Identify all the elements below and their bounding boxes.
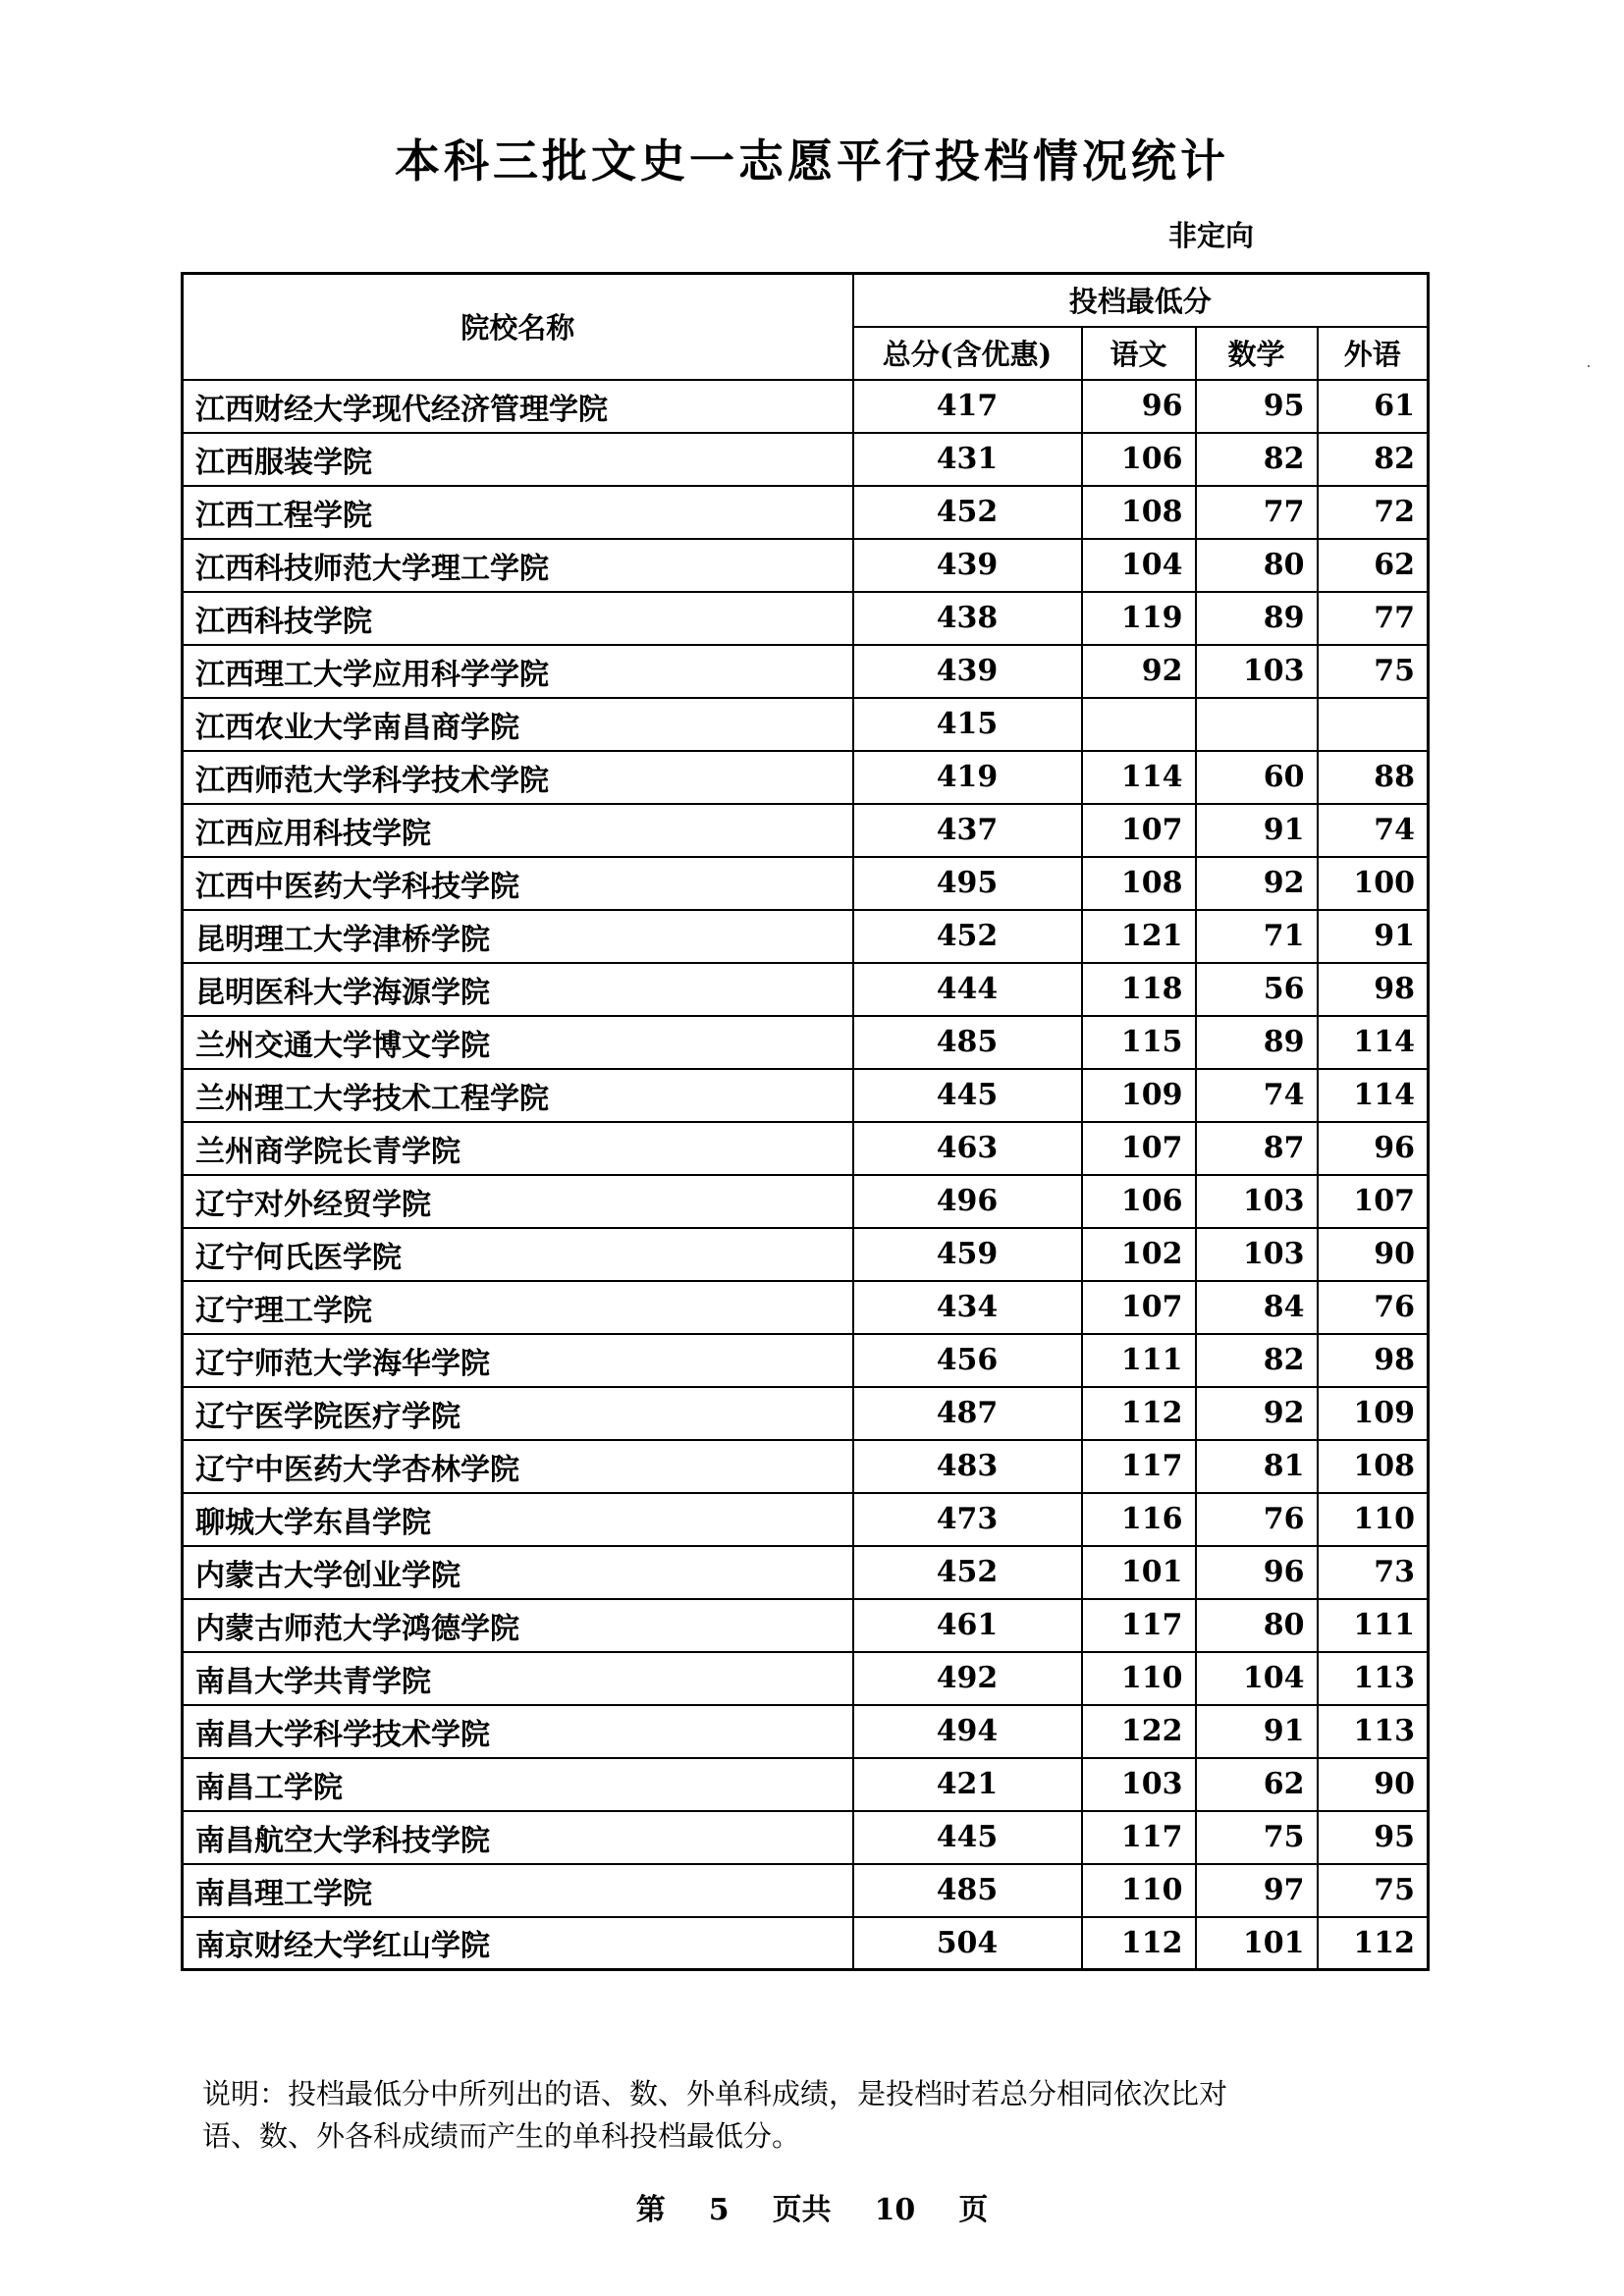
- table-row: [183, 804, 1429, 857]
- footer-middle: 页共: [772, 2193, 832, 2227]
- school-name-cell: 内蒙古师范大学鸿德学院: [183, 1599, 853, 1652]
- admission-score-table: [181, 272, 1430, 1971]
- school-name-cell: 南京财经大学红山学院: [183, 1917, 853, 1970]
- school-name-cell: 南昌理工学院: [183, 1864, 853, 1917]
- table-row: [183, 1228, 1429, 1281]
- page-footer: [0, 2185, 1624, 2228]
- chinese-score-cell: 102: [1082, 1228, 1196, 1281]
- foreign-score-cell: 62: [1318, 539, 1429, 592]
- school-name-cell: 江西师范大学科学技术学院: [183, 751, 853, 804]
- total-score-cell: 439: [853, 539, 1082, 592]
- header-chinese: 语文: [1082, 327, 1196, 380]
- total-score-cell: 417: [853, 380, 1082, 433]
- total-score-cell: 445: [853, 1069, 1082, 1122]
- chinese-score-cell: 118: [1082, 963, 1196, 1016]
- header-math: 数学: [1196, 327, 1318, 380]
- footer-suffix: 页: [958, 2193, 989, 2227]
- math-score-cell: 104: [1196, 1652, 1318, 1705]
- table-row: [183, 1864, 1429, 1917]
- chinese-score-cell: 108: [1082, 486, 1196, 539]
- chinese-score-cell: 106: [1082, 433, 1196, 486]
- school-name-cell: 南昌工学院: [183, 1758, 853, 1811]
- math-score-cell: 84: [1196, 1281, 1318, 1334]
- math-score-cell: 82: [1196, 1334, 1318, 1387]
- chinese-score-cell: 103: [1082, 1758, 1196, 1811]
- school-name-cell: 兰州理工大学技术工程学院: [183, 1069, 853, 1122]
- chinese-score-cell: 109: [1082, 1069, 1196, 1122]
- math-score-cell: 75: [1196, 1811, 1318, 1864]
- school-name-cell: 江西工程学院: [183, 486, 853, 539]
- table-row: [183, 1440, 1429, 1493]
- table-row: [183, 486, 1429, 539]
- table-row: [183, 1493, 1429, 1546]
- school-name-cell: 江西科技学院: [183, 592, 853, 645]
- math-score-cell: 81: [1196, 1440, 1318, 1493]
- math-score-cell: 97: [1196, 1864, 1318, 1917]
- math-score-cell: 74: [1196, 1069, 1318, 1122]
- chinese-score-cell: 106: [1082, 1175, 1196, 1228]
- table-row: [183, 1016, 1429, 1069]
- total-score-cell: 463: [853, 1122, 1082, 1175]
- total-score-cell: 483: [853, 1440, 1082, 1493]
- foreign-score-cell: 73: [1318, 1546, 1429, 1599]
- table-row: [183, 380, 1429, 433]
- total-score-cell: 459: [853, 1228, 1082, 1281]
- table-row: [183, 1652, 1429, 1705]
- school-name-cell: 聊城大学东昌学院: [183, 1493, 853, 1546]
- school-name-cell: 江西理工大学应用科学学院: [183, 645, 853, 698]
- total-score-cell: 452: [853, 910, 1082, 963]
- table-row: [183, 857, 1429, 910]
- math-score-cell: 96: [1196, 1546, 1318, 1599]
- foreign-score-cell: 108: [1318, 1440, 1429, 1493]
- total-score-cell: 496: [853, 1175, 1082, 1228]
- math-score-cell: [1196, 698, 1318, 751]
- school-name-cell: 江西农业大学南昌商学院: [183, 698, 853, 751]
- school-name-cell: 江西财经大学现代经济管理学院: [183, 380, 853, 433]
- foreign-score-cell: 74: [1318, 804, 1429, 857]
- page-title: 本科三批文史一志愿平行投档情况统计: [395, 134, 1229, 187]
- math-score-cell: 103: [1196, 645, 1318, 698]
- math-score-cell: 80: [1196, 539, 1318, 592]
- foreign-score-cell: 109: [1318, 1387, 1429, 1440]
- chinese-score-cell: 108: [1082, 857, 1196, 910]
- chinese-score-cell: [1082, 698, 1196, 751]
- chinese-score-cell: 116: [1082, 1493, 1196, 1546]
- math-score-cell: 76: [1196, 1493, 1318, 1546]
- total-score-cell: 431: [853, 433, 1082, 486]
- total-score-cell: 487: [853, 1387, 1082, 1440]
- header-min-score-group: 投档最低分: [853, 274, 1429, 327]
- total-score-cell: 439: [853, 645, 1082, 698]
- math-score-cell: 60: [1196, 751, 1318, 804]
- school-name-cell: 辽宁理工学院: [183, 1281, 853, 1334]
- chinese-score-cell: 117: [1082, 1811, 1196, 1864]
- table-row: [183, 751, 1429, 804]
- foreign-score-cell: 61: [1318, 380, 1429, 433]
- foreign-score-cell: 75: [1318, 1864, 1429, 1917]
- math-score-cell: 103: [1196, 1228, 1318, 1281]
- table-row: [183, 1917, 1429, 1970]
- school-name-cell: 辽宁师范大学海华学院: [183, 1334, 853, 1387]
- footer-prefix: 第: [635, 2193, 666, 2227]
- total-score-cell: 421: [853, 1758, 1082, 1811]
- table-row: [183, 698, 1429, 751]
- foreign-score-cell: 113: [1318, 1652, 1429, 1705]
- foreign-score-cell: 95: [1318, 1811, 1429, 1864]
- school-name-cell: 南昌大学共青学院: [183, 1652, 853, 1705]
- chinese-score-cell: 107: [1082, 804, 1196, 857]
- chinese-score-cell: 119: [1082, 592, 1196, 645]
- school-name-cell: 南昌航空大学科技学院: [183, 1811, 853, 1864]
- foreign-score-cell: 98: [1318, 1334, 1429, 1387]
- foreign-score-cell: 114: [1318, 1016, 1429, 1069]
- foreign-score-cell: 72: [1318, 486, 1429, 539]
- total-score-cell: 415: [853, 698, 1082, 751]
- school-name-cell: 辽宁中医药大学杏林学院: [183, 1440, 853, 1493]
- foreign-score-cell: 100: [1318, 857, 1429, 910]
- math-score-cell: 101: [1196, 1917, 1318, 1970]
- chinese-score-cell: 117: [1082, 1599, 1196, 1652]
- foreign-score-cell: 82: [1318, 433, 1429, 486]
- math-score-cell: 92: [1196, 1387, 1318, 1440]
- math-score-cell: 89: [1196, 592, 1318, 645]
- school-name-cell: 兰州商学院长青学院: [183, 1122, 853, 1175]
- chinese-score-cell: 115: [1082, 1016, 1196, 1069]
- math-score-cell: 92: [1196, 857, 1318, 910]
- total-score-cell: 485: [853, 1864, 1082, 1917]
- chinese-score-cell: 101: [1082, 1546, 1196, 1599]
- total-score-cell: 494: [853, 1705, 1082, 1758]
- foreign-score-cell: 75: [1318, 645, 1429, 698]
- chinese-score-cell: 92: [1082, 645, 1196, 698]
- total-score-cell: 438: [853, 592, 1082, 645]
- foreign-score-cell: 111: [1318, 1599, 1429, 1652]
- total-score-cell: 504: [853, 1917, 1082, 1970]
- school-name-cell: 辽宁医学院医疗学院: [183, 1387, 853, 1440]
- math-score-cell: 62: [1196, 1758, 1318, 1811]
- table-row: [183, 592, 1429, 645]
- math-score-cell: 89: [1196, 1016, 1318, 1069]
- foreign-score-cell: 88: [1318, 751, 1429, 804]
- chinese-score-cell: 107: [1082, 1122, 1196, 1175]
- foreign-score-cell: 112: [1318, 1917, 1429, 1970]
- chinese-score-cell: 110: [1082, 1652, 1196, 1705]
- table-row: [183, 645, 1429, 698]
- school-name-cell: 南昌大学科学技术学院: [183, 1705, 853, 1758]
- table-header: [183, 274, 1429, 380]
- chinese-score-cell: 110: [1082, 1864, 1196, 1917]
- chinese-score-cell: 112: [1082, 1917, 1196, 1970]
- foreign-score-cell: 96: [1318, 1122, 1429, 1175]
- foreign-score-cell: 114: [1318, 1069, 1429, 1122]
- math-score-cell: 71: [1196, 910, 1318, 963]
- foreign-score-cell: 77: [1318, 592, 1429, 645]
- total-score-cell: 419: [853, 751, 1082, 804]
- total-score-cell: 456: [853, 1334, 1082, 1387]
- table-row: [183, 910, 1429, 963]
- school-name-cell: 辽宁何氏医学院: [183, 1228, 853, 1281]
- table-row: [183, 1546, 1429, 1599]
- explanation-note: [202, 2073, 1410, 2158]
- scan-speck: [1588, 365, 1590, 367]
- table-row: [183, 1175, 1429, 1228]
- total-score-cell: 485: [853, 1016, 1082, 1069]
- total-score-cell: 444: [853, 963, 1082, 1016]
- footer-total-pages: 10: [874, 2193, 916, 2227]
- foreign-score-cell: 91: [1318, 910, 1429, 963]
- chinese-score-cell: 114: [1082, 751, 1196, 804]
- table-row: [183, 1122, 1429, 1175]
- table-row: [183, 1811, 1429, 1864]
- header-total: 总分(含优惠): [853, 327, 1082, 380]
- school-name-cell: 辽宁对外经贸学院: [183, 1175, 853, 1228]
- math-score-cell: 95: [1196, 380, 1318, 433]
- math-score-cell: 103: [1196, 1175, 1318, 1228]
- chinese-score-cell: 107: [1082, 1281, 1196, 1334]
- total-score-cell: 473: [853, 1493, 1082, 1546]
- subtitle-label: 非定向: [1168, 219, 1255, 252]
- foreign-score-cell: 110: [1318, 1493, 1429, 1546]
- total-score-cell: 437: [853, 804, 1082, 857]
- math-score-cell: 77: [1196, 486, 1318, 539]
- chinese-score-cell: 121: [1082, 910, 1196, 963]
- foreign-score-cell: 107: [1318, 1175, 1429, 1228]
- chinese-score-cell: 111: [1082, 1334, 1196, 1387]
- math-score-cell: 87: [1196, 1122, 1318, 1175]
- total-score-cell: 492: [853, 1652, 1082, 1705]
- school-name-cell: 江西服装学院: [183, 433, 853, 486]
- total-score-cell: 452: [853, 1546, 1082, 1599]
- foreign-score-cell: 90: [1318, 1758, 1429, 1811]
- math-score-cell: 82: [1196, 433, 1318, 486]
- foreign-score-cell: 90: [1318, 1228, 1429, 1281]
- school-name-cell: 兰州交通大学博文学院: [183, 1016, 853, 1069]
- foreign-score-cell: 98: [1318, 963, 1429, 1016]
- school-name-cell: 昆明理工大学津桥学院: [183, 910, 853, 963]
- total-score-cell: 434: [853, 1281, 1082, 1334]
- math-score-cell: 91: [1196, 804, 1318, 857]
- table-row: [183, 1334, 1429, 1387]
- chinese-score-cell: 104: [1082, 539, 1196, 592]
- total-score-cell: 461: [853, 1599, 1082, 1652]
- table-row: [183, 1705, 1429, 1758]
- foreign-score-cell: 113: [1318, 1705, 1429, 1758]
- header-foreign: 外语: [1318, 327, 1429, 380]
- table-row: [183, 1387, 1429, 1440]
- table-row: [183, 539, 1429, 592]
- table-row: [183, 1758, 1429, 1811]
- note-line-1: 说明：投档最低分中所列出的语、数、外单科成绩，是投档时若总分相同依次比对: [202, 2077, 1228, 2110]
- math-score-cell: 91: [1196, 1705, 1318, 1758]
- note-line-2: 语、数、外各科成绩而产生的单科投档最低分。: [202, 2119, 801, 2153]
- math-score-cell: 56: [1196, 963, 1318, 1016]
- chinese-score-cell: 117: [1082, 1440, 1196, 1493]
- chinese-score-cell: 122: [1082, 1705, 1196, 1758]
- total-score-cell: 452: [853, 486, 1082, 539]
- table-body: [183, 380, 1429, 1970]
- total-score-cell: 445: [853, 1811, 1082, 1864]
- chinese-score-cell: 112: [1082, 1387, 1196, 1440]
- footer-page-number: 5: [708, 2193, 730, 2227]
- table-row: [183, 1069, 1429, 1122]
- school-name-cell: 江西应用科技学院: [183, 804, 853, 857]
- school-name-cell: 昆明医科大学海源学院: [183, 963, 853, 1016]
- math-score-cell: 80: [1196, 1599, 1318, 1652]
- foreign-score-cell: [1318, 698, 1429, 751]
- table-row: [183, 963, 1429, 1016]
- school-name-cell: 江西中医药大学科技学院: [183, 857, 853, 910]
- table-row: [183, 433, 1429, 486]
- table-row: [183, 1281, 1429, 1334]
- total-score-cell: 495: [853, 857, 1082, 910]
- table-row: [183, 1599, 1429, 1652]
- foreign-score-cell: 76: [1318, 1281, 1429, 1334]
- chinese-score-cell: 96: [1082, 380, 1196, 433]
- school-name-cell: 内蒙古大学创业学院: [183, 1546, 853, 1599]
- school-name-cell: 江西科技师范大学理工学院: [183, 539, 853, 592]
- header-school-name: 院校名称: [183, 274, 853, 380]
